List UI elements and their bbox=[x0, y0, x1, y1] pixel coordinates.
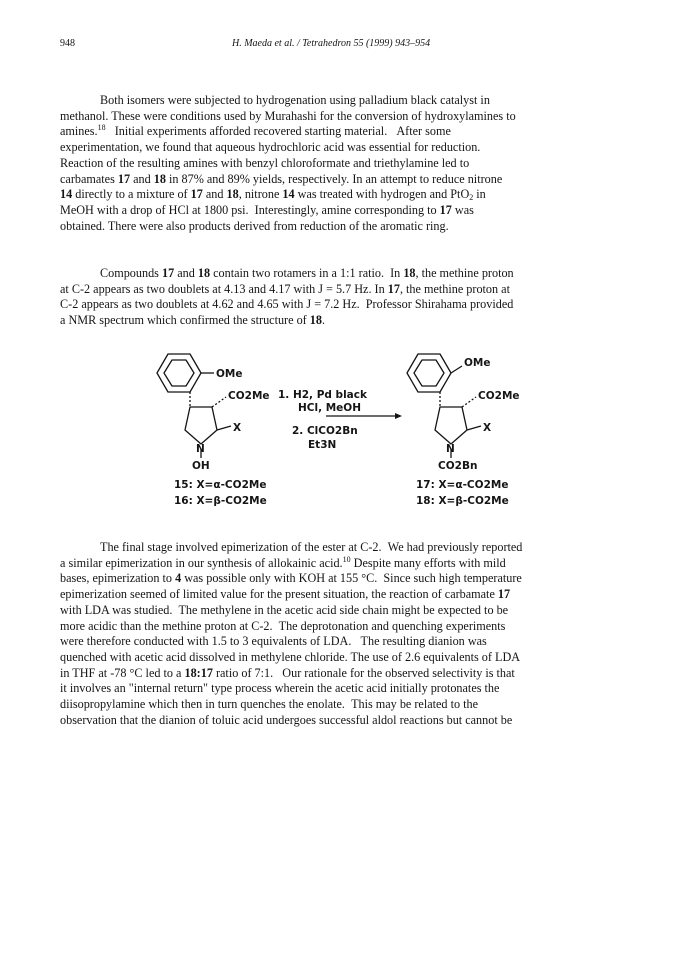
compound-16-label: 16: X=β-CO2Me bbox=[174, 495, 267, 507]
paragraph-epimerization: The final stage involved epimerization of the ester at C-2. We had previously reported a similar epimerization in our synthesis of allokainic acid.$^{10}$ Despite many efforts with mild bases, epimerization to 4 was possible only with KOH at 155 °C. Since such high temperature epimerization seemed of limited value for the present situation, the reaction of carbamate 17 with LDA was studied. The methylene in the acetic acid side chain might be expected to be more acidic than the methine proton at C-2. The deprotonation and quenching experiments were therefore conducted with 1.5 to 3 equivalents of LDA. The resulting dianion was quenched with acetic acid dissolved in methylene chloride. The use of 2.6 equivalents of LDA in THF at -78 °C led to a 18:17 ratio of 7:1. Our rationale for the observed selectivity is that it involves an "internal return" type process wherein the acetic acid initially protonates the diisopropylamine which then in turn quenches the enolate. This may be related to the observation that the dianion of toluic acid undergoes successful aldol reactions but cannot be bbox=[60, 540, 523, 727]
left-co2me-label: CO2Me bbox=[228, 390, 270, 402]
left-pyrrolidine-ring bbox=[185, 407, 217, 444]
right-co2me-label: CO2Me bbox=[478, 390, 520, 402]
right-x-bond bbox=[467, 426, 481, 430]
compound-17-label: 17: X=α-CO2Me bbox=[416, 479, 509, 491]
reagent-step-1-conditions: HCl, MeOH bbox=[298, 402, 362, 414]
left-x-bond bbox=[217, 426, 231, 430]
left-oh-label: OH bbox=[192, 460, 210, 472]
page-number: 948 bbox=[60, 38, 75, 49]
compound-18-label: 18: X=β-CO2Me bbox=[416, 495, 509, 507]
page-header bbox=[0, 38, 692, 52]
right-ome-bond bbox=[451, 366, 462, 373]
right-x-label: X bbox=[483, 422, 492, 434]
reaction-arrow-head bbox=[395, 413, 402, 419]
reagent-step-2: 2. ClCO2Bn bbox=[292, 425, 358, 437]
compound-15-label: 15: X=α-CO2Me bbox=[174, 479, 267, 491]
reagent-step-1: 1. H2, Pd black bbox=[278, 389, 367, 401]
left-x-label: X bbox=[233, 422, 242, 434]
left-ester-bond bbox=[212, 397, 226, 407]
right-pyrrolidine-ring bbox=[435, 407, 467, 444]
paragraph-hydrogenation: Both isomers were subjected to hydrogenation using palladium black catalyst in methanol. These were conditions used by Murahashi for the conversion of hydroxylamines to amines.$^{18}$ Initial experiments afforded recovered starting material. After some experimentation, we found that aqueous hydrochloric acid was essential for reduction. Reaction of the resulting amines with benzyl chloroformate and triethylamine led to carbamates 17 and 18 in 87% and 89% yields, respectively. In an attempt to reduce nitrone 14 directly to a mixture of 17 and 18, nitrone 14 was treated with hydrogen and PtO$_2$ in MeOH with a drop of HCl at 1800 psi. Interestingly, amine corresponding to 17 was obtained. There were also products derived from reduction of the aromatic ring. bbox=[60, 93, 516, 233]
left-n-label: N bbox=[196, 443, 205, 455]
reaction-scheme bbox=[130, 352, 580, 512]
left-benzene-inner-ring bbox=[164, 360, 194, 386]
left-ome-label: OMe bbox=[216, 368, 243, 380]
paragraph-rotamers: Compounds 17 and 18 contain two rotamers in a 1:1 ratio. In 18, the methine proton at C-2 appears as two doublets at 4.13 and 4.17 with J = 5.7 Hz. In 17, the methine proton at C-2 appears as two doublets at 4.62 and 4.65 with J = 7.2 Hz. Professor Shirahama provided a NMR spectrum which confirmed the structure of 18. bbox=[60, 266, 514, 328]
right-n-label: N bbox=[446, 443, 455, 455]
right-co2bn-label: CO2Bn bbox=[438, 460, 478, 472]
running-head: H. Maeda et al. / Tetrahedron 55 (1999) 943–954 bbox=[232, 38, 431, 49]
right-ome-label: OMe bbox=[464, 357, 491, 369]
right-benzene-inner-ring bbox=[414, 360, 444, 386]
reaction-scheme-svg bbox=[130, 352, 580, 512]
right-ester-bond bbox=[462, 397, 476, 407]
reagent-step-2-base: Et3N bbox=[308, 439, 337, 451]
